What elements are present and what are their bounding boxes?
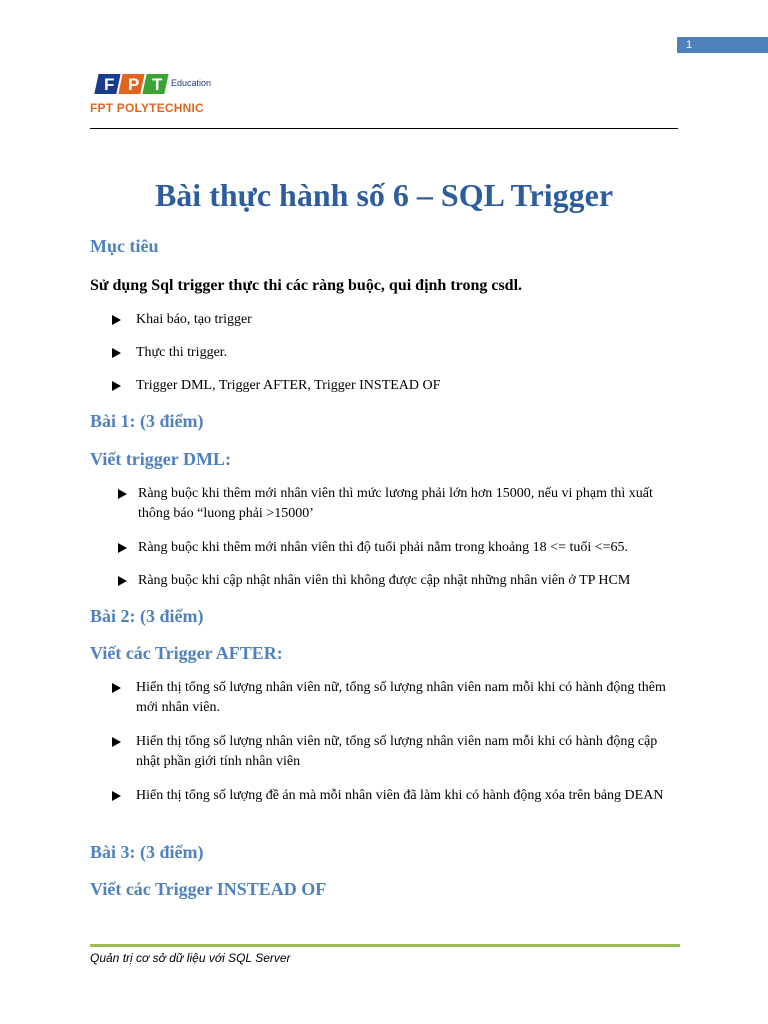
arrow-bullet-icon bbox=[118, 489, 127, 499]
exercise2-bullet: Hiển thị tổng số lượng nhân viên nữ, tổng số lượng nhân viên nam mỗi khi có hành động cập nhật phần giới tính nhân viên bbox=[112, 732, 678, 772]
objective-heading: Mục tiêu bbox=[90, 236, 159, 256]
header-divider bbox=[90, 128, 678, 129]
logo-letter-p: P bbox=[128, 75, 140, 94]
logo-education-label: Education bbox=[171, 78, 212, 88]
arrow-bullet-icon bbox=[112, 348, 121, 358]
arrow-bullet-icon bbox=[112, 791, 121, 801]
arrow-bullet-icon bbox=[112, 737, 121, 747]
footer-text: Quản trị cơ sở dữ liệu với SQL Server bbox=[90, 951, 291, 965]
footer-divider bbox=[90, 944, 680, 947]
exercise3-subheading: Viết các Trigger INSTEAD OF bbox=[90, 879, 327, 899]
arrow-bullet-icon bbox=[118, 576, 127, 586]
document-title: Bài thực hành số 6 – SQL Trigger bbox=[154, 177, 614, 213]
exercise2-heading: Bài 2: (3 điểm) bbox=[90, 606, 204, 626]
logo-letter-t: T bbox=[152, 75, 163, 94]
exercise2-bullet: Hiển thị tổng số lượng đề án mà mỗi nhân viên đã làm khi có hành động xóa trên bảng DEAN bbox=[112, 786, 678, 806]
objective-bullet: Trigger DML, Trigger AFTER, Trigger INSTEAD OF bbox=[112, 376, 678, 396]
exercise1-subheading: Viết trigger DML: bbox=[90, 449, 231, 469]
arrow-bullet-icon bbox=[112, 683, 121, 693]
arrow-bullet-icon bbox=[112, 381, 121, 391]
logo-polytechnic-label: FPT POLYTECHNIC bbox=[90, 101, 204, 115]
exercise1-bullet: Ràng buộc khi cập nhật nhân viên thì không được cập nhật những nhân viên ở TP HCM bbox=[118, 571, 678, 591]
arrow-bullet-icon bbox=[112, 315, 121, 325]
exercise1-bullet: Ràng buộc khi thêm mới nhân viên thì mức lương phải lớn hơn 15000, nếu vi phạm thì xuất thông báo “luong phải >15000’ bbox=[118, 484, 678, 524]
fpt-logo bbox=[90, 72, 230, 122]
exercise2-bullet: Hiển thị tổng số lượng nhân viên nữ, tổng số lượng nhân viên nam mỗi khi có hành động thêm mới nhân viên. bbox=[112, 678, 678, 718]
objective-bullet: Khai báo, tạo trigger bbox=[112, 310, 678, 330]
fpt-logo-mark bbox=[93, 72, 173, 96]
exercise1-heading: Bài 1: (3 điểm) bbox=[90, 411, 204, 431]
objective-intro: Sử dụng Sql trigger thực thi các ràng buộc, qui định trong csdl. bbox=[90, 277, 523, 294]
arrow-bullet-icon bbox=[118, 543, 127, 553]
page-number: 1 bbox=[686, 39, 693, 51]
logo-letter-f: F bbox=[104, 75, 115, 94]
exercise2-subheading: Viết các Trigger AFTER: bbox=[90, 643, 283, 663]
exercise1-bullet: Ràng buộc khi thêm mới nhân viên thì độ tuổi phải nằm trong khoảng 18 <= tuổi <=65. bbox=[118, 538, 678, 558]
exercise3-heading: Bài 3: (3 điểm) bbox=[90, 842, 204, 862]
objective-bullet: Thực thi trigger. bbox=[112, 343, 678, 363]
page-number-badge bbox=[677, 37, 768, 53]
